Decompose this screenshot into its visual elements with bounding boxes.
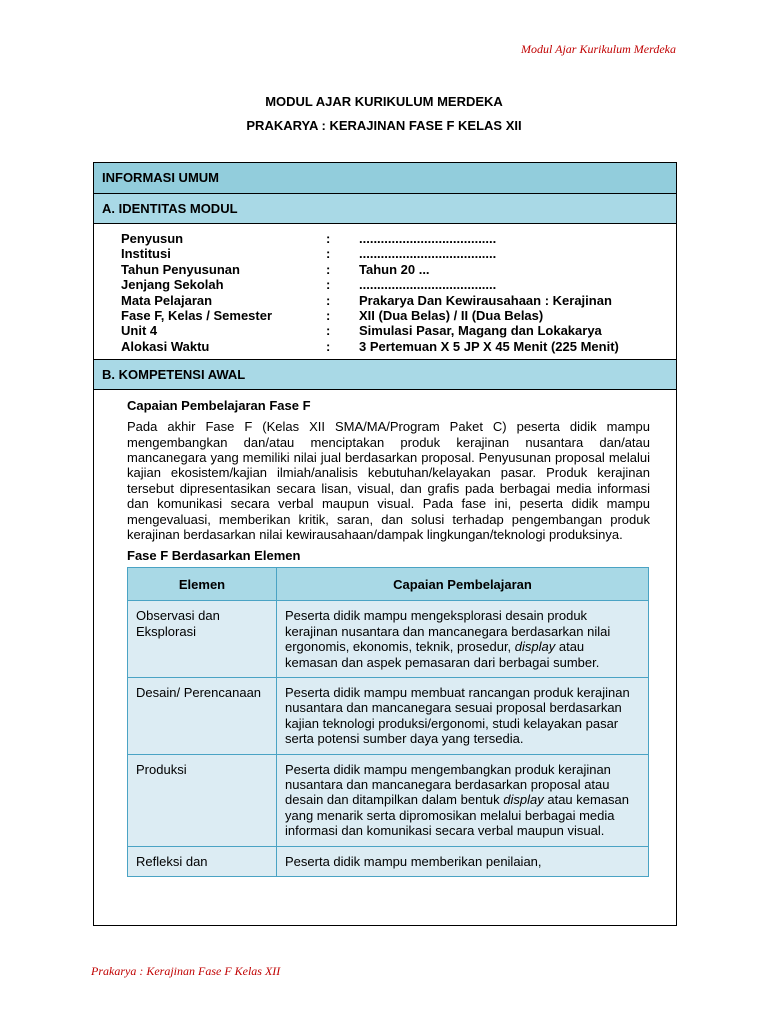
identitas-separator: : bbox=[326, 246, 331, 262]
cell-elemen: Observasi dan Eksplorasi bbox=[128, 601, 277, 678]
identitas-separator: : bbox=[326, 323, 331, 339]
identitas-list bbox=[94, 224, 676, 359]
table-header-row bbox=[128, 568, 649, 601]
identitas-row bbox=[121, 339, 676, 354]
identitas-value: Simulasi Pasar, Magang dan Lokakarya bbox=[359, 323, 602, 339]
identitas-label: Jenjang Sekolah bbox=[121, 277, 224, 293]
identitas-row bbox=[121, 308, 676, 323]
identitas-value: ...................................... bbox=[359, 231, 497, 246]
table-row bbox=[128, 601, 649, 678]
capaian-paragraph: Pada akhir Fase F (Kelas XII SMA/MA/Program Paket C) peserta didik mampu mengembangkan dan/atau menciptakan produk kerajinan nusantara dan/atau mancanegara yang memiliki nilai jual berdasarkan proposal. Penyusunan proposal melalui kajian ekosistem/kajian ilmiah/analisis kebutuhan/kelayakan pasar. Produk kerajinan tersebut dipresentasikan secara lisan, visual, dan grafis pada berbagai media informasi dan komunikasi secara verbal maupun visual. Pada fase ini, peserta didik mampu mengevaluasi, memberikan kritik, saran, dan solusi terhadap pengembangan produk kerajinan berdasarkan nilai kewirausahaan/dampak lingkungan/teknologi produksinya. bbox=[127, 419, 650, 542]
identitas-row bbox=[121, 262, 676, 277]
identitas-value: Prakarya Dan Kewirausahaan : Kerajinan bbox=[359, 292, 612, 308]
section-identitas-modul: A. IDENTITAS MODUL bbox=[94, 194, 676, 224]
cell-capaian: Peserta didik mampu mengembangkan produk kerajinan nusantara dan mancanegara berdasarkan proposal atau desain dan ditampilkan dalam bentuk display atau kemasan yang menarik serta dipromosikan melalui berbagai media informasi dan komunikasi secara verbal maupun visual. bbox=[277, 754, 649, 846]
section-informasi-umum: INFORMASI UMUM bbox=[94, 163, 676, 194]
cell-capaian: Peserta didik mampu memberikan penilaian, bbox=[277, 846, 649, 876]
identitas-label: Mata Pelajaran bbox=[121, 292, 213, 308]
identitas-label: Alokasi Waktu bbox=[121, 338, 210, 354]
identitas-label: Tahun Penyusunan bbox=[121, 261, 240, 277]
footer-note: Prakarya : Kerajinan Fase F Kelas XII bbox=[91, 964, 281, 978]
module-frame bbox=[93, 162, 677, 926]
identitas-separator: : bbox=[326, 338, 331, 354]
identitas-value: Tahun 20 ... bbox=[359, 261, 430, 277]
identitas-separator: : bbox=[326, 307, 331, 323]
identitas-value: ...................................... bbox=[359, 246, 497, 262]
capaian-table bbox=[127, 567, 649, 877]
column-header-elemen: Elemen bbox=[128, 568, 277, 601]
identitas-row bbox=[121, 246, 676, 261]
page-subtitle: PRAKARYA : KERAJINAN FASE F KELAS XII bbox=[246, 118, 522, 133]
identitas-value: XII (Dua Belas) / II (Dua Belas) bbox=[359, 307, 544, 323]
identitas-separator: : bbox=[326, 292, 331, 308]
cell-elemen: Produksi bbox=[128, 754, 277, 846]
capaian-heading: Capaian Pembelajaran Fase F bbox=[127, 398, 311, 414]
column-header-capaian: Capaian Pembelajaran bbox=[277, 568, 649, 601]
table-row bbox=[128, 678, 649, 755]
kompetensi-content bbox=[94, 390, 676, 877]
identitas-row bbox=[121, 323, 676, 338]
identitas-label: Institusi bbox=[121, 246, 171, 262]
identitas-label: Fase F, Kelas / Semester bbox=[121, 307, 273, 323]
elemen-heading: Fase F Berdasarkan Elemen bbox=[127, 548, 301, 564]
identitas-value: ...................................... bbox=[359, 277, 497, 293]
header-note: Modul Ajar Kurikulum Merdeka bbox=[521, 42, 676, 56]
identitas-value: 3 Pertemuan X 5 JP X 45 Menit (225 Menit) bbox=[359, 338, 619, 354]
identitas-label: Penyusun bbox=[121, 231, 184, 246]
identitas-label: Unit 4 bbox=[121, 323, 158, 339]
cell-elemen: Refleksi dan bbox=[128, 846, 277, 876]
table-row bbox=[128, 754, 649, 846]
identitas-separator: : bbox=[326, 277, 331, 293]
section-kompetensi-awal: B. KOMPETENSI AWAL bbox=[94, 359, 676, 390]
cell-capaian: Peserta didik mampu membuat rancangan produk kerajinan nusantara dan mancanegara sesuai proposal berdasarkan kajian teknologi produksi/ergonomi, studi kelayakan pasar serta potensi sumber daya yang tersedia. bbox=[277, 678, 649, 755]
identitas-separator: : bbox=[326, 261, 331, 277]
cell-elemen: Desain/ Perencanaan bbox=[128, 678, 277, 755]
identitas-row bbox=[121, 231, 676, 246]
cell-capaian: Peserta didik mampu mengeksplorasi desain produk kerajinan nusantara dan mancanegara berdasarkan nilai ergonomis, ekonomis, teknik, prosedur, display atau kemasan dan aspek pemasaran dari berbagai sumber. bbox=[277, 601, 649, 678]
table-row bbox=[128, 846, 649, 876]
identitas-row bbox=[121, 277, 676, 292]
page-title: MODUL AJAR KURIKULUM MERDEKA bbox=[265, 94, 503, 109]
identitas-separator: : bbox=[326, 231, 331, 246]
identitas-row bbox=[121, 293, 676, 308]
